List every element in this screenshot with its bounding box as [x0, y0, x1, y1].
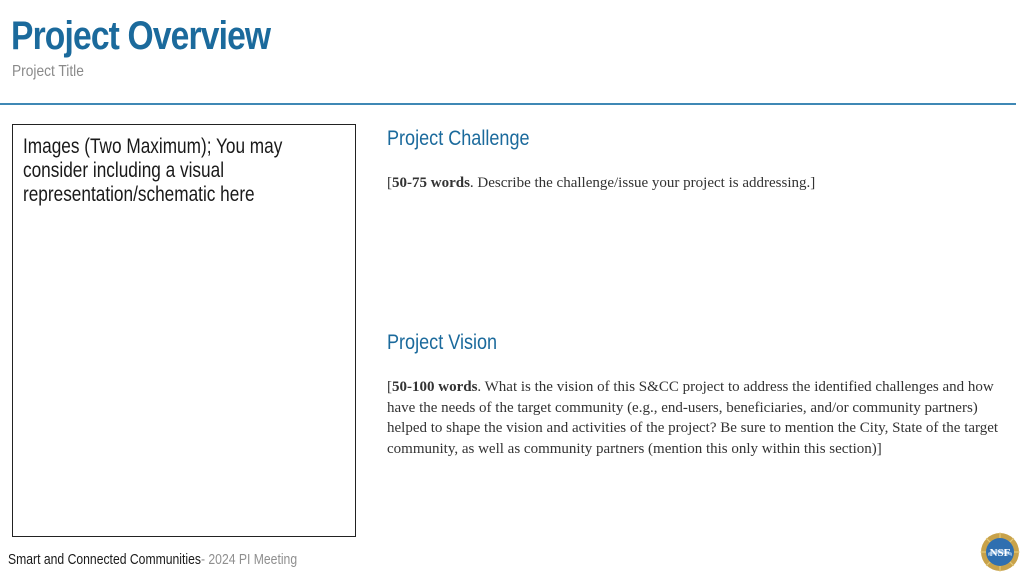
footer-event: - 2024 PI Meeting	[200, 552, 298, 568]
vision-text: . What is the vision of this S&CC project to address the identified challenges and how have the needs of the target community (e.g., end-users, beneficiaries, and/or community partners) helped to shape the vision and activities of the project? Be sure to mention the City, State of the target community, as well as community partners (mention this only within this section)]	[387, 379, 999, 457]
challenge-word-count: 50-75 words	[392, 175, 470, 191]
vision-heading: Project Vision	[387, 331, 498, 354]
page-title: Project Overview	[11, 14, 271, 58]
image-placeholder-box	[12, 124, 356, 537]
challenge-bracket: [	[387, 175, 392, 191]
image-placeholder-text: Images (Two Maximum); You may consider including a visual representation/schematic here	[23, 135, 283, 206]
nsf-logo-text: NSF	[989, 547, 1011, 559]
nsf-logo-icon	[980, 532, 1020, 572]
challenge-heading: Project Challenge	[387, 127, 530, 150]
project-title: Project Title	[12, 63, 84, 80]
footer	[8, 552, 297, 568]
vision-bracket: [	[387, 379, 392, 395]
vision-word-count: 50-100 words	[392, 379, 478, 395]
footer-program: Smart and Connected Communities	[8, 552, 201, 568]
challenge-text: . Describe the challenge/issue your project is addressing.]	[469, 175, 816, 191]
header-divider	[0, 103, 1016, 105]
challenge-body	[387, 173, 999, 194]
vision-body	[387, 377, 999, 459]
